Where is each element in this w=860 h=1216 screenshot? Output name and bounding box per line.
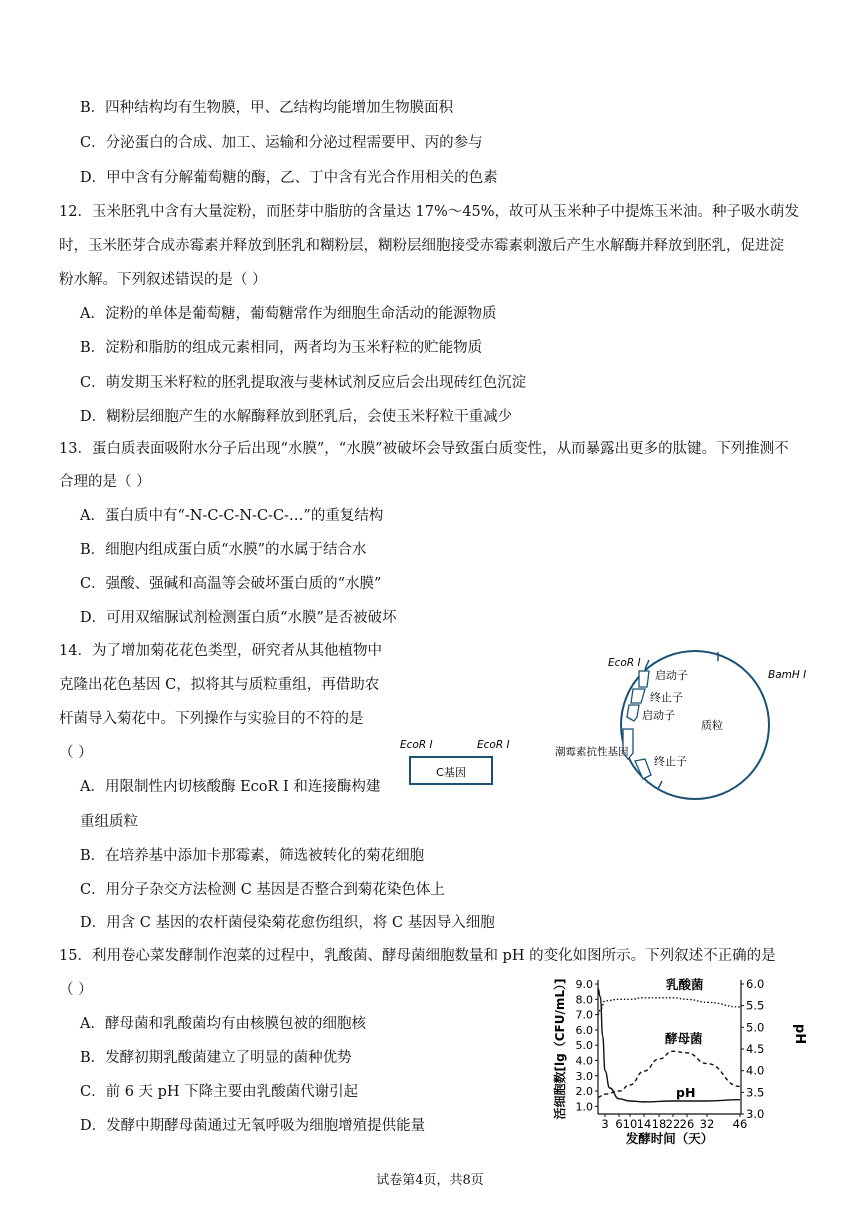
x-tick-label: 46 xyxy=(732,1117,748,1131)
q14-stem-line3: 杆菌导入菊花中。下列操作与实验目的不符的是 xyxy=(59,711,364,727)
series-line-lactobacillus xyxy=(598,998,740,1015)
page-footer: 试卷第4页，共8页 xyxy=(376,1173,484,1188)
y-right-tick-label: 5.5 xyxy=(746,998,765,1013)
y-right-tick-label: 3.5 xyxy=(746,1085,765,1100)
promoter2-label: 启动子 xyxy=(642,709,675,722)
q13-option-b: B．细胞内组成蛋白质“水膜”的水属于结合水 xyxy=(80,542,367,558)
promoter1-label: 启动子 xyxy=(655,669,688,682)
series-label: 酵母菌 xyxy=(665,1031,703,1046)
y-right-tick-label: 4.5 xyxy=(746,1042,765,1056)
x-tick-label: 22 xyxy=(665,1117,681,1131)
q14-option-a-line1: A．用限制性内切核酸酶 EcoR I 和连接酶构建 xyxy=(80,779,381,795)
y-left-tick-label: 6.0 xyxy=(575,1023,593,1037)
series-label: 乳酸菌 xyxy=(666,977,704,992)
x-tick-label: 10 xyxy=(622,1117,638,1131)
q13-option-d: D．可用双缩脲试剂检测蛋白质“水膜”是否被破坏 xyxy=(80,610,397,626)
q14-stem-line2: 克隆出花色基因 C，拟将其与质粒重组，再借助农 xyxy=(59,677,380,693)
q12-stem-line2: 时，玉米胚芽合成赤霉素并释放到胚乳和糊粉层，糊粉层细胞接受赤霉素刺激后产生水解酶并释放到胚乳，促进淀 xyxy=(59,238,784,254)
fermentation-chart xyxy=(548,972,810,1152)
q13-stem-line1: 13．蛋白质表面吸附水分子后出现“水膜”，“水膜”被破坏会导致蛋白质变性，从而暴露出更多的肽键。下列推测不 xyxy=(59,441,789,457)
y-left-tick-label: 7.0 xyxy=(575,1008,593,1022)
y-right-tick-label: 6.0 xyxy=(746,977,765,991)
q11-option-d: D．甲中含有分解葡萄糖的酶，乙、丁中含有光合作用相关的色素 xyxy=(80,170,498,186)
resistance-gene-label: 潮霉素抗性基因 xyxy=(555,746,629,758)
q13-option-a: A．蛋白质中有“-N-C-C-N-C-C-…”的重复结构 xyxy=(80,508,384,524)
plasmid-label: 质粒 xyxy=(701,719,723,732)
plasmid-ecori-label: EcoR I xyxy=(608,657,641,669)
y-left-tick-label: 9.0 xyxy=(575,978,593,991)
plasmid-bamhi-label: BamH I xyxy=(768,669,807,681)
q14-option-a-line2: 重组质粒 xyxy=(80,814,138,830)
x-axis-title: 发酵时间（天） xyxy=(625,1131,714,1146)
q15-option-a: A．酵母菌和乳酸菌均有由核膜包被的细胞核 xyxy=(80,1016,366,1032)
y-right-axis-title: pH xyxy=(792,1023,807,1045)
gene-site-right-label: EcoR I xyxy=(477,739,510,751)
q15-option-c: C．前 6 天 pH 下降主要由乳酸菌代谢引起 xyxy=(80,1084,359,1100)
q13-stem-line2: 合理的是（ ） xyxy=(59,474,151,490)
y-left-axis-title: 活细胞数[lg（CFU/mL）] xyxy=(553,978,567,1120)
q12-option-b: B．淀粉和脂肪的组成元素相同，两者均为玉米籽粒的贮能物质 xyxy=(80,340,483,356)
q11-option-b: B．四种结构均有生物膜，甲、乙结构均能增加生物膜面积 xyxy=(80,100,454,116)
y-left-tick-label: 8.0 xyxy=(575,993,593,1007)
q14-stem-line4: （ ） xyxy=(59,745,93,761)
q12-stem-line3: 粉水解。下列叙述错误的是（ ） xyxy=(59,272,267,288)
y-left-tick-label: 1.0 xyxy=(575,1100,593,1114)
series-line-yeast xyxy=(598,1051,740,1097)
x-tick-label: 26 xyxy=(679,1117,695,1131)
plasmid-site-tick-bottom xyxy=(658,781,662,789)
q14-stem-line1: 14．为了增加菊花花色类型，研究者从其他植物中 xyxy=(59,643,382,659)
y-right-tick-label: 4.0 xyxy=(746,1063,765,1078)
q14-option-c: C．用分子杂交方法检测 C 基因是否整合到菊花染色体上 xyxy=(80,882,445,898)
y-left-tick-label: 4.0 xyxy=(575,1054,593,1068)
gene-site-left-label: EcoR I xyxy=(400,739,433,751)
c-gene-figure xyxy=(395,730,525,800)
q15-stem-line2: （ ） xyxy=(59,982,93,998)
q15-option-b: B．发酵初期乳酸菌建立了明显的菌种优势 xyxy=(80,1050,352,1066)
y-left-tick-label: 5.0 xyxy=(575,1039,593,1053)
plasmid-figure xyxy=(555,645,825,805)
q13-option-c: C．强酸、强碱和高温等会破坏蛋白质的“水膜” xyxy=(80,576,382,592)
terminator1-label: 终止子 xyxy=(650,691,683,704)
q14-option-d: D．用含 C 基因的农杆菌侵染菊花愈伤组织，将 C 基因导入细胞 xyxy=(80,915,495,931)
q12-option-d: D．糊粉层细胞产生的水解酶释放到胚乳后，会使玉米籽粒干重减少 xyxy=(80,409,513,425)
terminator2-label: 终止子 xyxy=(654,755,687,768)
q12-option-c: C．萌发期玉米籽粒的胚乳提取液与斐林试剂反应后会出现砖红色沉淀 xyxy=(80,375,527,391)
x-tick-label: 3 xyxy=(601,1117,609,1131)
q15-stem-line1: 15．利用卷心菜发酵制作泡菜的过程中，乳酸菌、酵母菌细胞数量和 pH 的变化如图所示。下列叙述不正确的是 xyxy=(59,948,776,964)
x-tick-label: 6 xyxy=(615,1117,623,1131)
q15-option-d: D．发酵中期酵母菌通过无氧呼吸为细胞增殖提供能量 xyxy=(80,1118,426,1134)
q12-stem-line1: 12．玉米胚乳中含有大量淀粉，而胚芽中脂肪的含量达 17%～45%，故可从玉米种子中提炼玉米油。种子吸水萌发 xyxy=(59,204,800,220)
x-tick-label: 18 xyxy=(651,1117,667,1131)
q11-option-c: C．分泌蛋白的合成、加工、运输和分泌过程需要甲、丙的参与 xyxy=(80,135,483,151)
q12-option-a: A．淀粉的单体是葡萄糖，葡萄糖常作为细胞生命活动的能源物质 xyxy=(80,306,497,322)
terminator1-block xyxy=(631,689,645,703)
x-tick-label: 32 xyxy=(699,1117,715,1131)
promoter1-block xyxy=(639,671,649,687)
terminator2-block xyxy=(635,759,651,779)
q14-option-b: B．在培养基中添加卡那霉素，筛选被转化的菊花细胞 xyxy=(80,848,425,864)
y-right-tick-label: 3.0 xyxy=(746,1107,765,1121)
y-left-tick-label: 3.0 xyxy=(575,1069,593,1083)
promoter2-block xyxy=(627,705,639,721)
y-right-tick-label: 5.0 xyxy=(746,1020,765,1035)
x-tick-label: 14 xyxy=(636,1117,652,1131)
y-left-tick-label: 2.0 xyxy=(575,1085,593,1099)
series-label: pH xyxy=(676,1085,696,1100)
c-gene-label: C基因 xyxy=(436,766,466,779)
